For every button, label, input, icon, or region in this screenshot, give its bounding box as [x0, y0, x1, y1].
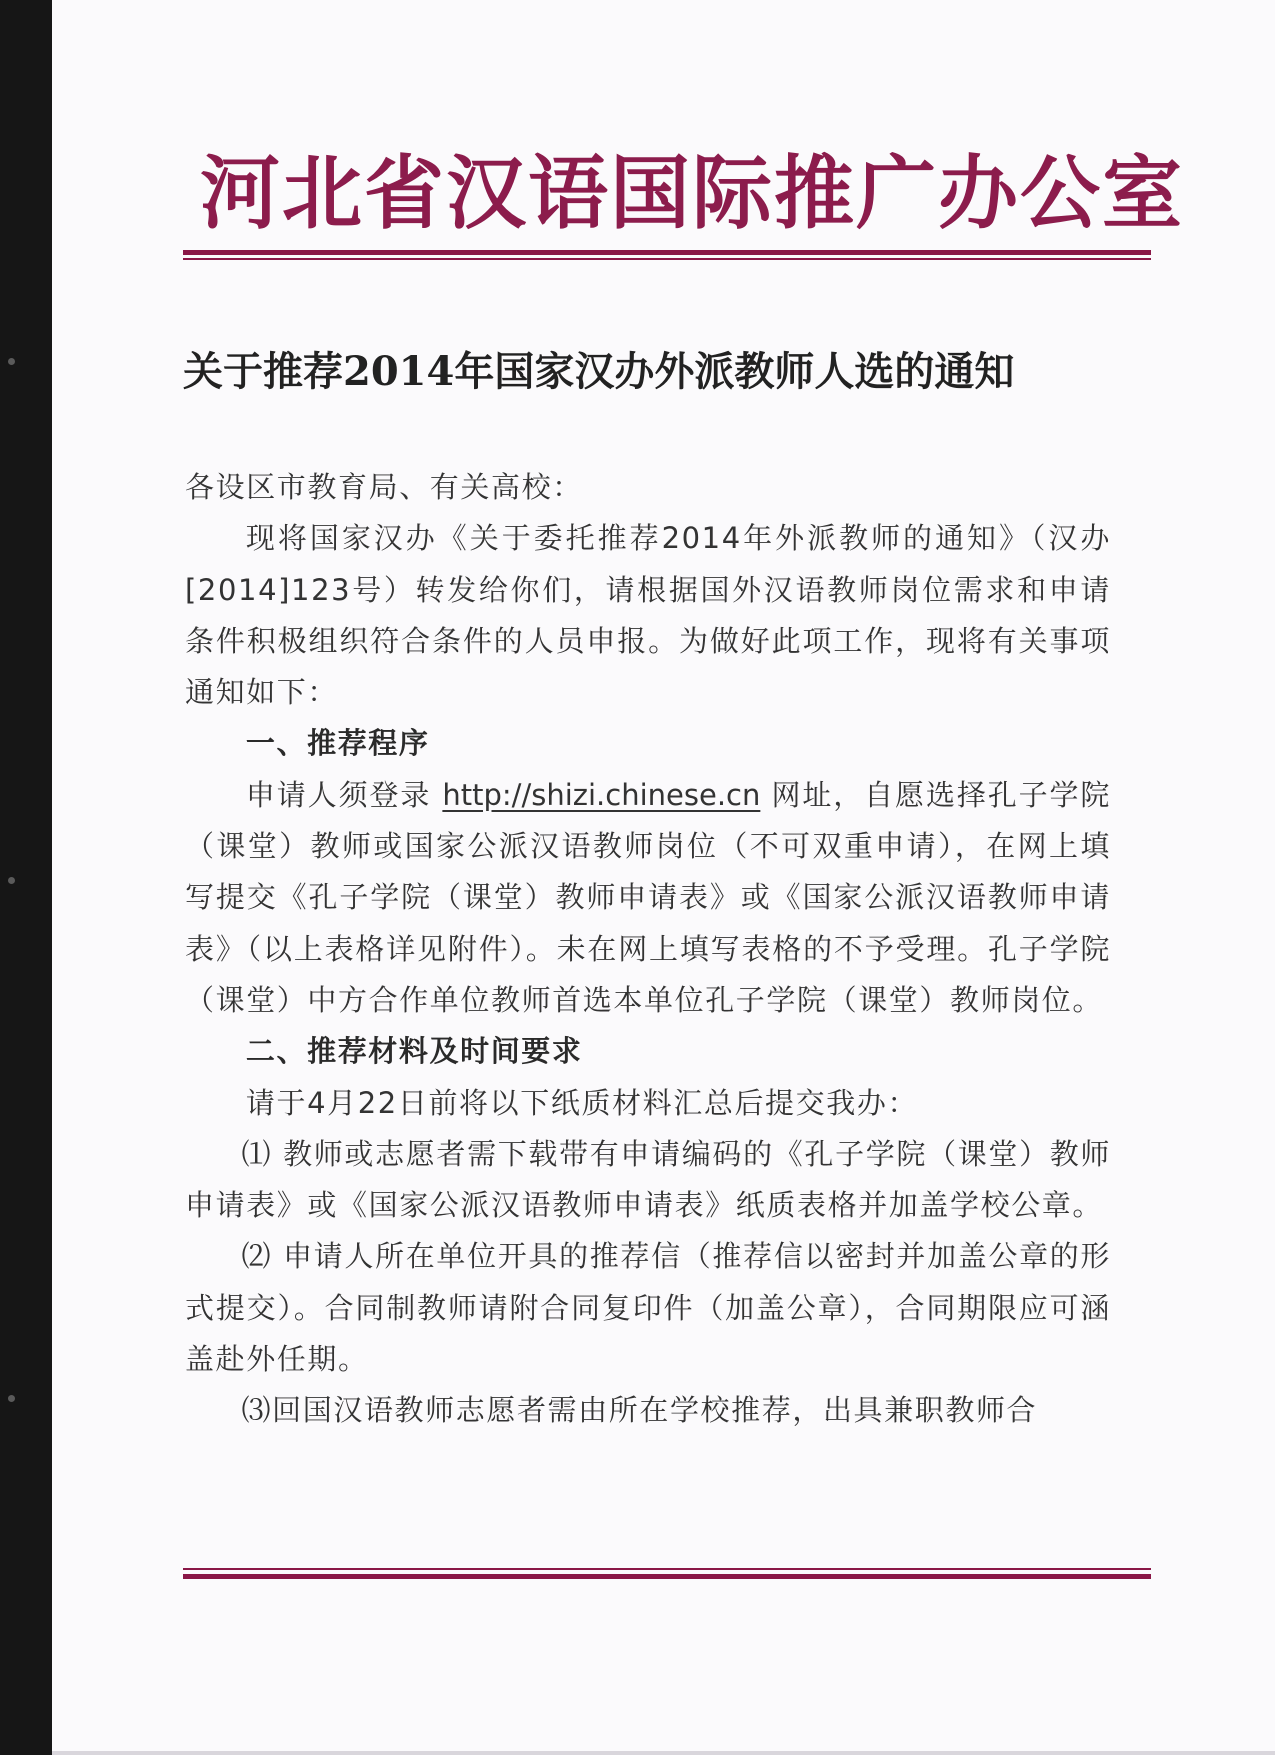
letterhead-rule-thick	[183, 250, 1151, 255]
section-1-heading: 一、推荐程序	[245, 726, 430, 761]
punch-hole	[8, 1395, 15, 1402]
footer-rule-thin	[183, 1568, 1151, 1570]
document-body	[185, 462, 1111, 1437]
section-1-text-before-link: 申请人须登录	[245, 777, 432, 812]
list-item: ⑵ 申请人所在单位开具的推荐信（推荐信以密封并加盖公章的形式提交）。合同制教师请附合同复印件（加盖公章），合同期限应可涵盖赴外任期。	[185, 1239, 1111, 1377]
list-item: ⑴ 教师或志愿者需下载带有申请编码的《孔子学院（课堂）教师申请表》或《国家公派汉语教师申请表》纸质表格并加盖学校公章。	[185, 1136, 1111, 1223]
section-1-paragraph	[185, 770, 1111, 1026]
punch-hole	[8, 877, 15, 884]
list-item: ⑶回国汉语教师志愿者需由所在学校推荐，出具兼职教师合	[241, 1393, 1038, 1428]
footer-rule-thick	[183, 1574, 1151, 1579]
letterhead-org-name: 河北省汉语国际推广办公室	[200, 147, 1184, 240]
section-1-text-after-link: 网址，自愿选择孔子学院（课堂）教师或国家公派汉语教师岗位（不可双重申请），在网上填写提交《孔子学院（课堂）教师申请表》或《国家公派汉语教师申请表》（以上表格详见附件）。未在网上填写表格的不予受理。孔子学院（课堂）中方合作单位教师首选本单位孔子学院（课堂）教师岗位。	[185, 777, 1112, 1017]
application-website-link[interactable]: http://shizi.chinese.cn	[442, 777, 761, 812]
section-2-heading: 二、推荐材料及时间要求	[245, 1034, 583, 1069]
punch-hole	[8, 358, 15, 365]
page-bottom-edge	[52, 1751, 1275, 1755]
letterhead-rule-thin	[183, 258, 1151, 260]
intro-paragraph: 现将国家汉办《关于委托推荐2014年外派教师的通知》（汉办[2014]123号）转发给你们，请根据国外汉语教师岗位需求和申请条件积极组织符合条件的人员申报。为做好此项工作，现将有关事项通知如下：	[185, 521, 1111, 710]
document-title: 关于推荐2014年国家汉办外派教师人选的通知	[183, 348, 1015, 395]
salutation: 各设区市教育局、有关高校：	[185, 470, 583, 504]
section-2-deadline: 请于4月22日前将以下纸质材料汇总后提交我办：	[245, 1085, 919, 1120]
